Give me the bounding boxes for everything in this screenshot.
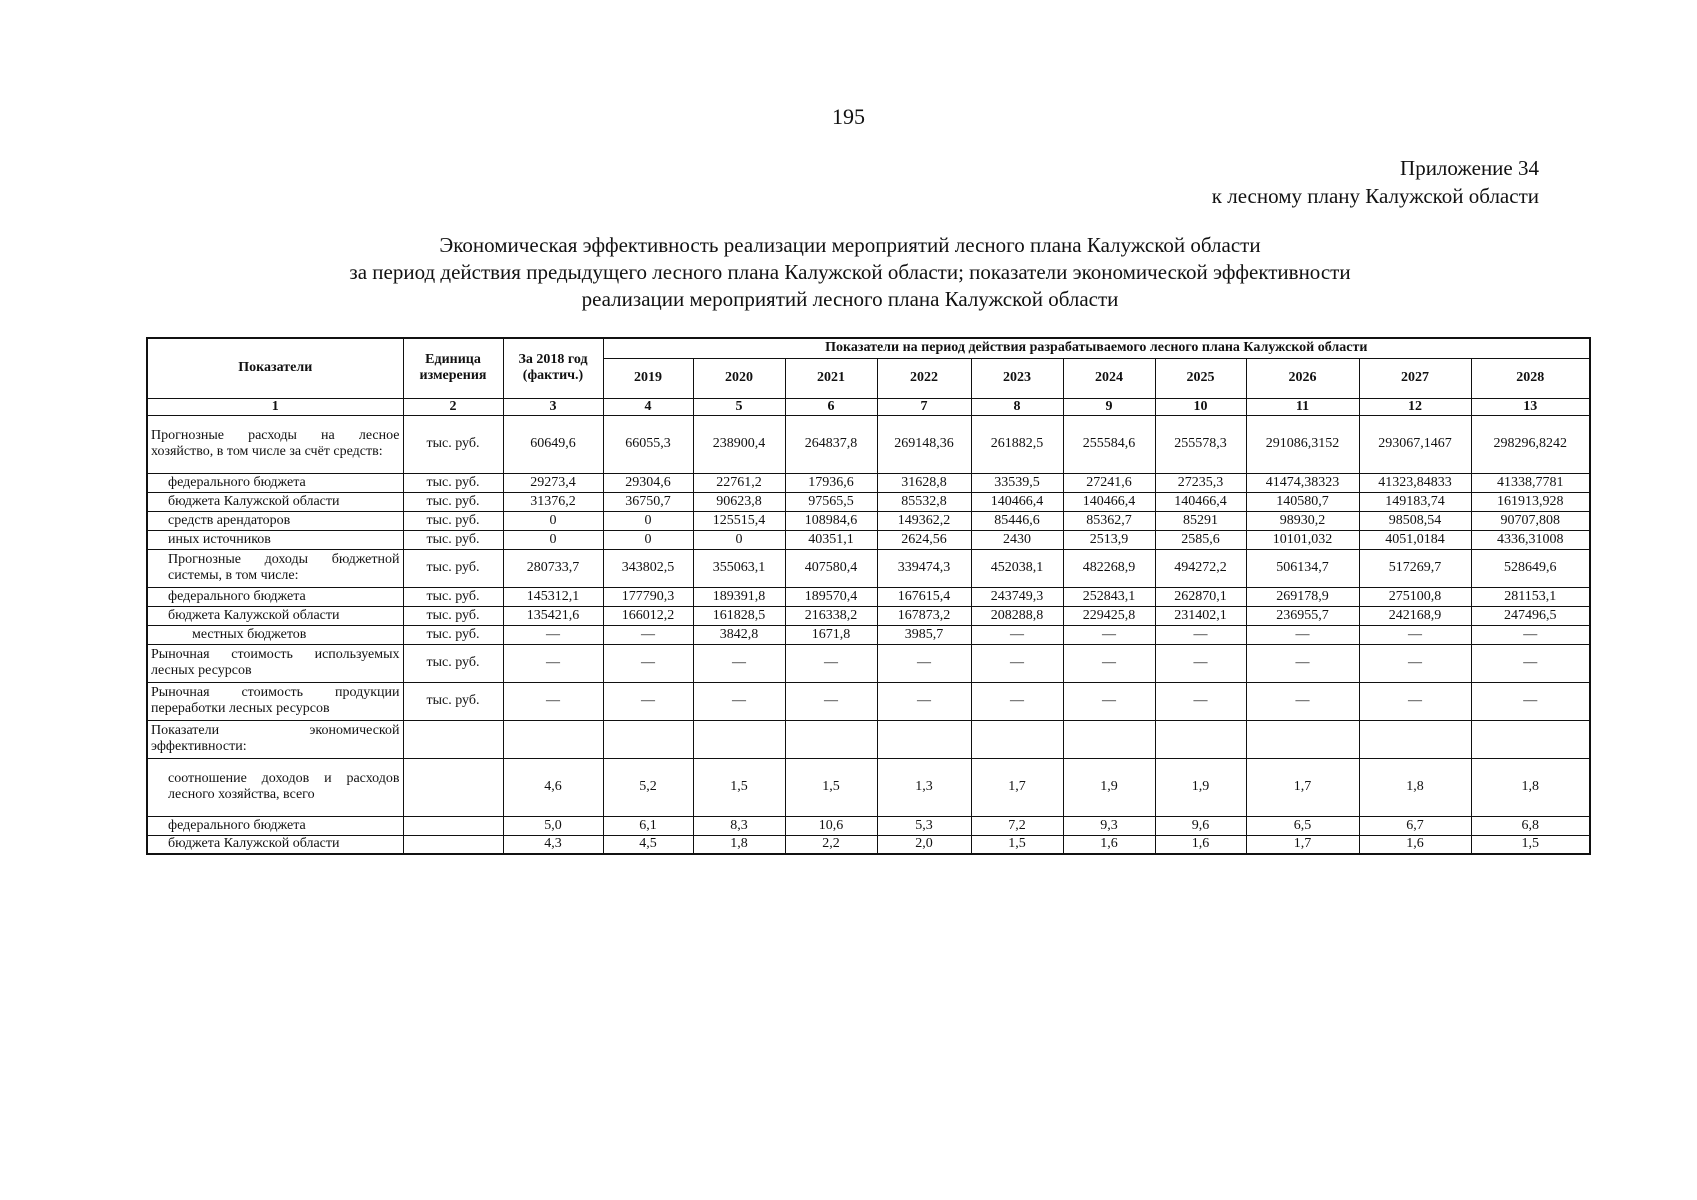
value-cell: 1,8 xyxy=(1471,758,1590,816)
value-cell: — xyxy=(1155,644,1246,682)
document-title xyxy=(250,232,1450,313)
indicator-label: Показатели экономической эффективности: xyxy=(147,720,403,758)
value-cell: 255584,6 xyxy=(1063,415,1155,473)
header-year: 2021 xyxy=(785,358,877,398)
value-cell: 85446,6 xyxy=(971,511,1063,530)
value-cell: 229425,8 xyxy=(1063,606,1155,625)
value-cell: 85362,7 xyxy=(1063,511,1155,530)
table-row xyxy=(147,720,1590,758)
value-cell: — xyxy=(603,625,693,644)
value-cell: 1,6 xyxy=(1155,835,1246,854)
value-cell: 98930,2 xyxy=(1246,511,1359,530)
value-cell: 506134,7 xyxy=(1246,549,1359,587)
value-cell: 407580,4 xyxy=(785,549,877,587)
value-cell: 261882,5 xyxy=(971,415,1063,473)
value-cell: 264837,8 xyxy=(785,415,877,473)
header-year: 2020 xyxy=(693,358,785,398)
value-cell: — xyxy=(603,682,693,720)
value-cell: 243749,3 xyxy=(971,587,1063,606)
table-row xyxy=(147,587,1590,606)
value-cell: 9,6 xyxy=(1155,816,1246,835)
value-cell: 189391,8 xyxy=(693,587,785,606)
value-cell: 0 xyxy=(503,530,603,549)
value-cell: 0 xyxy=(603,511,693,530)
value-cell: 3985,7 xyxy=(877,625,971,644)
value-cell: 8,3 xyxy=(693,816,785,835)
value-cell: — xyxy=(1063,644,1155,682)
value-cell: 6,1 xyxy=(603,816,693,835)
value-cell: 1,7 xyxy=(971,758,1063,816)
unit-cell: тыс. руб. xyxy=(403,682,503,720)
value-cell xyxy=(1246,720,1359,758)
value-cell: 9,3 xyxy=(1063,816,1155,835)
value-cell: 41338,7781 xyxy=(1471,473,1590,492)
value-cell: 85532,8 xyxy=(877,492,971,511)
value-cell: 27235,3 xyxy=(1155,473,1246,492)
unit-cell: тыс. руб. xyxy=(403,530,503,549)
value-cell: 2,0 xyxy=(877,835,971,854)
indicator-label: бюджета Калужской области xyxy=(147,606,403,625)
column-number: 7 xyxy=(877,398,971,415)
value-cell: 97565,5 xyxy=(785,492,877,511)
value-cell: 528649,6 xyxy=(1471,549,1590,587)
value-cell: — xyxy=(603,644,693,682)
value-cell: 2430 xyxy=(971,530,1063,549)
column-number: 9 xyxy=(1063,398,1155,415)
column-number: 12 xyxy=(1359,398,1471,415)
table-row xyxy=(147,816,1590,835)
column-number: 10 xyxy=(1155,398,1246,415)
indicator-label: местных бюджетов xyxy=(147,625,403,644)
value-cell: 5,3 xyxy=(877,816,971,835)
unit-cell: тыс. руб. xyxy=(403,549,503,587)
header-year: 2025 xyxy=(1155,358,1246,398)
value-cell: 161828,5 xyxy=(693,606,785,625)
value-cell: — xyxy=(785,644,877,682)
indicator-label: бюджета Калужской области xyxy=(147,492,403,511)
indicator-label: федерального бюджета xyxy=(147,473,403,492)
value-cell: 29273,4 xyxy=(503,473,603,492)
value-cell: 140466,4 xyxy=(1155,492,1246,511)
value-cell: 1,7 xyxy=(1246,758,1359,816)
header-period: Показатели на период действия разрабатываемого лесного плана Калужской области xyxy=(603,338,1590,358)
value-cell: 189570,4 xyxy=(785,587,877,606)
unit-cell: тыс. руб. xyxy=(403,587,503,606)
header-indicators: Показатели xyxy=(147,338,403,398)
value-cell: 125515,4 xyxy=(693,511,785,530)
value-cell: 2513,9 xyxy=(1063,530,1155,549)
value-cell: 22761,2 xyxy=(693,473,785,492)
value-cell: 149362,2 xyxy=(877,511,971,530)
header-year: 2019 xyxy=(603,358,693,398)
value-cell: 10101,032 xyxy=(1246,530,1359,549)
value-cell: 275100,8 xyxy=(1359,587,1471,606)
value-cell: — xyxy=(693,644,785,682)
value-cell: 161913,928 xyxy=(1471,492,1590,511)
value-cell: — xyxy=(503,644,603,682)
indicator-label: Рыночная стоимость продукции переработки лесных ресурсов xyxy=(147,682,403,720)
value-cell: 6,5 xyxy=(1246,816,1359,835)
appendix-note xyxy=(1212,154,1539,210)
value-cell: 216338,2 xyxy=(785,606,877,625)
value-cell: 17936,6 xyxy=(785,473,877,492)
value-cell xyxy=(785,720,877,758)
column-number: 4 xyxy=(603,398,693,415)
indicator-label: бюджета Калужской области xyxy=(147,835,403,854)
header-year: 2027 xyxy=(1359,358,1471,398)
value-cell: — xyxy=(503,625,603,644)
value-cell: 2624,56 xyxy=(877,530,971,549)
column-number: 5 xyxy=(693,398,785,415)
value-cell: 269148,36 xyxy=(877,415,971,473)
value-cell: — xyxy=(1359,682,1471,720)
header-year: 2028 xyxy=(1471,358,1590,398)
value-cell: 140466,4 xyxy=(971,492,1063,511)
value-cell: 280733,7 xyxy=(503,549,603,587)
table-row xyxy=(147,682,1590,720)
value-cell: 36750,7 xyxy=(603,492,693,511)
unit-cell: тыс. руб. xyxy=(403,644,503,682)
table-row xyxy=(147,549,1590,587)
header-year: 2023 xyxy=(971,358,1063,398)
table-row xyxy=(147,530,1590,549)
unit-cell xyxy=(403,720,503,758)
unit-cell xyxy=(403,758,503,816)
value-cell: 1,5 xyxy=(693,758,785,816)
value-cell: 252843,1 xyxy=(1063,587,1155,606)
value-cell xyxy=(877,720,971,758)
value-cell: 355063,1 xyxy=(693,549,785,587)
unit-cell xyxy=(403,816,503,835)
value-cell: 4051,0184 xyxy=(1359,530,1471,549)
value-cell xyxy=(1471,720,1590,758)
value-cell: 1,8 xyxy=(693,835,785,854)
value-cell: 135421,6 xyxy=(503,606,603,625)
value-cell: 1,9 xyxy=(1155,758,1246,816)
value-cell: — xyxy=(877,644,971,682)
value-cell: 236955,7 xyxy=(1246,606,1359,625)
value-cell: 6,8 xyxy=(1471,816,1590,835)
value-cell: 482268,9 xyxy=(1063,549,1155,587)
unit-cell xyxy=(403,835,503,854)
value-cell: 1,3 xyxy=(877,758,971,816)
column-number: 8 xyxy=(971,398,1063,415)
value-cell: 1,5 xyxy=(971,835,1063,854)
value-cell: 2,2 xyxy=(785,835,877,854)
table-row xyxy=(147,415,1590,473)
title-line-2: за период действия предыдущего лесного плана Калужской области; показатели экономической эффективности xyxy=(349,260,1351,284)
value-cell: — xyxy=(693,682,785,720)
value-cell: 4336,31008 xyxy=(1471,530,1590,549)
value-cell: 5,0 xyxy=(503,816,603,835)
value-cell: 339474,3 xyxy=(877,549,971,587)
indicator-label: средств арендаторов xyxy=(147,511,403,530)
value-cell: — xyxy=(1063,682,1155,720)
value-cell: 0 xyxy=(693,530,785,549)
unit-cell: тыс. руб. xyxy=(403,415,503,473)
indicator-label: Рыночная стоимость используемых лесных ресурсов xyxy=(147,644,403,682)
value-cell: — xyxy=(1155,682,1246,720)
value-cell: 27241,6 xyxy=(1063,473,1155,492)
value-cell: 0 xyxy=(603,530,693,549)
value-cell: — xyxy=(1471,682,1590,720)
value-cell: 293067,1467 xyxy=(1359,415,1471,473)
value-cell: 208288,8 xyxy=(971,606,1063,625)
value-cell: 1,6 xyxy=(1359,835,1471,854)
value-cell xyxy=(1359,720,1471,758)
value-cell: 145312,1 xyxy=(503,587,603,606)
indicator-label: Прогнозные доходы бюджетной системы, в том числе: xyxy=(147,549,403,587)
value-cell: 41323,84833 xyxy=(1359,473,1471,492)
value-cell xyxy=(603,720,693,758)
table-row xyxy=(147,492,1590,511)
value-cell: 298296,8242 xyxy=(1471,415,1590,473)
appendix-line-1: Приложение 34 xyxy=(1400,156,1539,180)
value-cell: 231402,1 xyxy=(1155,606,1246,625)
value-cell: 262870,1 xyxy=(1155,587,1246,606)
value-cell: — xyxy=(877,682,971,720)
value-cell: 452038,1 xyxy=(971,549,1063,587)
value-cell: 255578,3 xyxy=(1155,415,1246,473)
value-cell: 4,5 xyxy=(603,835,693,854)
value-cell: 517269,7 xyxy=(1359,549,1471,587)
appendix-line-2: к лесному плану Калужской области xyxy=(1211,184,1539,208)
value-cell: 29304,6 xyxy=(603,473,693,492)
value-cell: 1,8 xyxy=(1359,758,1471,816)
page-number: 195 xyxy=(832,104,865,129)
header-year: 2022 xyxy=(877,358,971,398)
value-cell: — xyxy=(1246,682,1359,720)
indicator-label: соотношение доходов и расходов лесного хозяйства, всего xyxy=(147,758,403,816)
value-cell: 40351,1 xyxy=(785,530,877,549)
value-cell xyxy=(971,720,1063,758)
value-cell: 5,2 xyxy=(603,758,693,816)
value-cell xyxy=(503,720,603,758)
header-unit: Единица измерения xyxy=(403,338,503,398)
table-row xyxy=(147,625,1590,644)
value-cell: 1671,8 xyxy=(785,625,877,644)
value-cell: — xyxy=(1359,625,1471,644)
value-cell xyxy=(693,720,785,758)
value-cell: 140466,4 xyxy=(1063,492,1155,511)
value-cell: — xyxy=(1155,625,1246,644)
unit-cell: тыс. руб. xyxy=(403,473,503,492)
unit-cell: тыс. руб. xyxy=(403,511,503,530)
value-cell: 90707,808 xyxy=(1471,511,1590,530)
value-cell: 66055,3 xyxy=(603,415,693,473)
value-cell: 238900,4 xyxy=(693,415,785,473)
value-cell: — xyxy=(1063,625,1155,644)
value-cell: — xyxy=(1246,644,1359,682)
value-cell: 98508,54 xyxy=(1359,511,1471,530)
value-cell: 85291 xyxy=(1155,511,1246,530)
value-cell: 41474,38323 xyxy=(1246,473,1359,492)
value-cell: 2585,6 xyxy=(1155,530,1246,549)
value-cell: 1,6 xyxy=(1063,835,1155,854)
efficiency-table xyxy=(146,337,1591,855)
value-cell: 140580,7 xyxy=(1246,492,1359,511)
header-fact-2018: За 2018 год (фактич.) xyxy=(503,338,603,398)
header-year: 2026 xyxy=(1246,358,1359,398)
column-number: 13 xyxy=(1471,398,1590,415)
value-cell: 291086,3152 xyxy=(1246,415,1359,473)
column-number: 2 xyxy=(403,398,503,415)
value-cell: — xyxy=(785,682,877,720)
value-cell: — xyxy=(1471,625,1590,644)
value-cell: 4,3 xyxy=(503,835,603,854)
column-number: 1 xyxy=(147,398,403,415)
value-cell: 494272,2 xyxy=(1155,549,1246,587)
value-cell: 149183,74 xyxy=(1359,492,1471,511)
unit-cell: тыс. руб. xyxy=(403,492,503,511)
value-cell: 343802,5 xyxy=(603,549,693,587)
column-number: 3 xyxy=(503,398,603,415)
value-cell: 1,5 xyxy=(1471,835,1590,854)
value-cell: 6,7 xyxy=(1359,816,1471,835)
column-number: 11 xyxy=(1246,398,1359,415)
value-cell: 31628,8 xyxy=(877,473,971,492)
value-cell: — xyxy=(1246,625,1359,644)
value-cell: 90623,8 xyxy=(693,492,785,511)
table-row xyxy=(147,473,1590,492)
value-cell xyxy=(1155,720,1246,758)
value-cell: 247496,5 xyxy=(1471,606,1590,625)
value-cell: 4,6 xyxy=(503,758,603,816)
value-cell: — xyxy=(971,682,1063,720)
value-cell: 1,7 xyxy=(1246,835,1359,854)
column-numbers-row xyxy=(147,398,1590,415)
value-cell: 1,5 xyxy=(785,758,877,816)
value-cell: 167873,2 xyxy=(877,606,971,625)
unit-cell: тыс. руб. xyxy=(403,606,503,625)
table-row xyxy=(147,758,1590,816)
value-cell: 0 xyxy=(503,511,603,530)
value-cell: — xyxy=(1359,644,1471,682)
value-cell: — xyxy=(1471,644,1590,682)
indicator-label: иных источников xyxy=(147,530,403,549)
value-cell: 60649,6 xyxy=(503,415,603,473)
indicator-label: Прогнозные расходы на лесное хозяйство, в том числе за счёт средств: xyxy=(147,415,403,473)
value-cell: 3842,8 xyxy=(693,625,785,644)
table-row xyxy=(147,644,1590,682)
header-year: 2024 xyxy=(1063,358,1155,398)
value-cell: 1,9 xyxy=(1063,758,1155,816)
value-cell: 33539,5 xyxy=(971,473,1063,492)
value-cell: 177790,3 xyxy=(603,587,693,606)
value-cell: 7,2 xyxy=(971,816,1063,835)
indicator-label: федерального бюджета xyxy=(147,816,403,835)
table-row xyxy=(147,835,1590,854)
value-cell xyxy=(1063,720,1155,758)
value-cell: 31376,2 xyxy=(503,492,603,511)
value-cell: — xyxy=(503,682,603,720)
table-row xyxy=(147,606,1590,625)
column-number: 6 xyxy=(785,398,877,415)
table-row xyxy=(147,511,1590,530)
value-cell: 242168,9 xyxy=(1359,606,1471,625)
value-cell: — xyxy=(971,644,1063,682)
unit-cell: тыс. руб. xyxy=(403,625,503,644)
title-line-1: Экономическая эффективность реализации мероприятий лесного плана Калужской области xyxy=(439,233,1261,257)
value-cell: 166012,2 xyxy=(603,606,693,625)
value-cell: — xyxy=(971,625,1063,644)
value-cell: 10,6 xyxy=(785,816,877,835)
value-cell: 108984,6 xyxy=(785,511,877,530)
value-cell: 269178,9 xyxy=(1246,587,1359,606)
value-cell: 167615,4 xyxy=(877,587,971,606)
value-cell: 281153,1 xyxy=(1471,587,1590,606)
indicator-label: федерального бюджета xyxy=(147,587,403,606)
title-line-3: реализации мероприятий лесного плана Калужской области xyxy=(581,287,1119,311)
